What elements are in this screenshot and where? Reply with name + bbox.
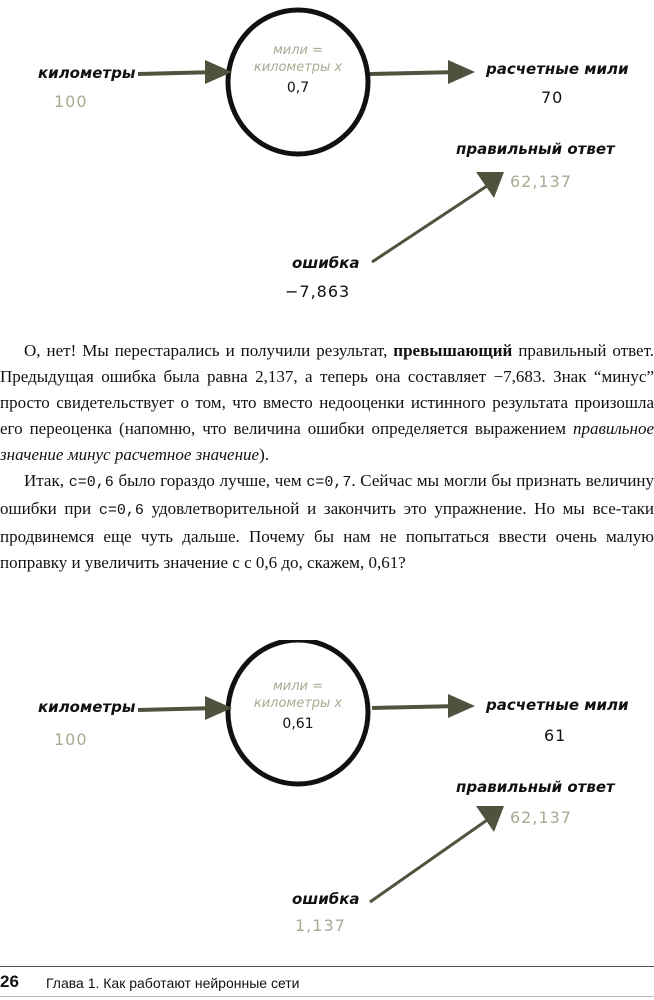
error-value: −7,863: [285, 282, 351, 301]
error-value: 1,137: [295, 916, 346, 935]
p2-code-3: c=0,6: [98, 502, 144, 519]
p1-bold: превышающий: [393, 341, 513, 360]
formula-line-1: мили =: [272, 679, 324, 694]
target-value: 62,137: [510, 808, 572, 827]
p2-part-c: . Сейчас мы могли бы признать величину ошибки при: [0, 471, 654, 518]
paragraph-2: [0, 468, 654, 576]
p2-code-2: c=0,7: [306, 474, 352, 491]
p2-part-d: удовлетворительной и закончить это упражнение. Но мы все-таки продвинемся еще чуть дальше. Почему бы нам не попытаться ввести очень малую поправку и увеличить значение c с 0,6 до, скажем, 0,61?: [0, 499, 654, 572]
diagram-1: [0, 0, 654, 310]
neuron-circle: [228, 640, 368, 784]
formula-line-2: километры x: [253, 60, 343, 75]
input-label: километры: [38, 698, 136, 716]
formula-text: [228, 42, 368, 76]
p1-part-a: О, нет! Мы перестарались и получили результат,: [24, 341, 394, 360]
target-label: правильный ответ: [456, 140, 615, 158]
output-arrow: [370, 60, 475, 84]
formula-line-2: километры x: [253, 696, 343, 711]
error-arrow: [370, 806, 504, 902]
output-value: 70: [541, 88, 564, 107]
param-value: 0,7: [286, 80, 310, 96]
input-arrow: [138, 60, 232, 84]
footer-bottom-rule: [0, 996, 654, 997]
output-arrow: [372, 694, 475, 718]
p1-italic: правильное значение минус расчетное значение: [0, 419, 654, 464]
output-value: 61: [544, 726, 567, 745]
input-value: 100: [54, 92, 88, 111]
target-label: правильный ответ: [456, 778, 615, 796]
p1-part-b: правильный ответ. Предыдущая ошибка была равна 2,137, а теперь она составляет −7,683. Знак “минус” просто свидетельствует о том, что вместо недооценки истинного результата произошла его переоценка (напомню, что величина ошибки определяется выражением: [0, 341, 654, 438]
p2-code-1: c=0,6: [68, 474, 114, 491]
paragraph-1: [0, 338, 654, 468]
formula-line-1: мили =: [272, 43, 324, 58]
input-arrow: [138, 696, 232, 720]
output-label: расчетные мили: [486, 696, 629, 714]
input-label: километры: [38, 64, 136, 82]
chapter-title: Глава 1. Как работают нейронные сети: [46, 975, 300, 991]
output-label: расчетные мили: [486, 60, 629, 78]
formula-text: [228, 678, 368, 712]
param-value: 0,61: [282, 716, 314, 732]
error-arrow: [372, 172, 504, 262]
error-label: ошибка: [292, 254, 360, 272]
target-value: 62,137: [510, 172, 572, 191]
body-text: [0, 338, 654, 576]
page-number: 26: [0, 972, 19, 991]
input-value: 100: [54, 730, 88, 749]
p2-part-a: Итак,: [24, 471, 69, 490]
diagram-2: [0, 640, 654, 960]
p1-part-c: ).: [259, 445, 270, 464]
p2-part-b: было гораздо лучше, чем: [113, 471, 307, 490]
footer-rule: [0, 966, 654, 967]
error-label: ошибка: [292, 890, 360, 908]
